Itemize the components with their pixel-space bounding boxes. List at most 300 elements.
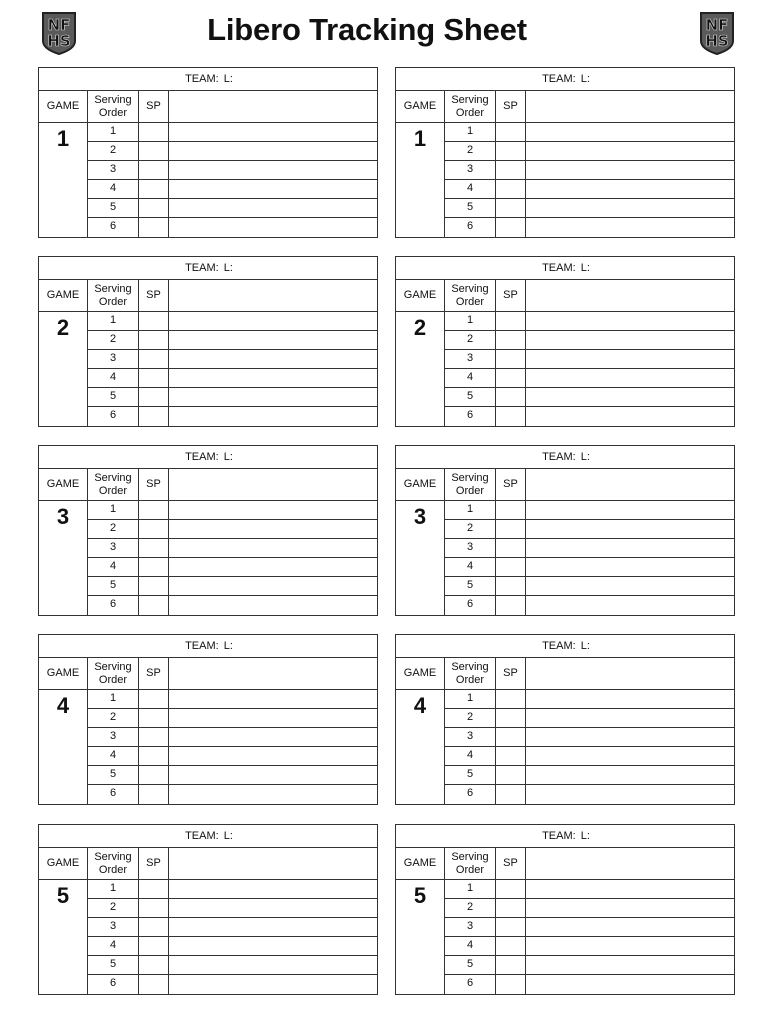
libero-label: L: [580,640,590,652]
tracking-cell[interactable] [526,161,734,179]
serving-order-number: 5 [445,577,496,595]
serving-order-number: 2 [445,899,496,917]
game-column-header: GAME [39,91,88,122]
sp-cell[interactable] [139,369,169,387]
tracking-cell[interactable] [526,880,734,898]
tracking-cell[interactable] [169,899,377,917]
serving-order-number: 2 [88,709,139,727]
tracking-cell[interactable] [526,747,734,765]
sp-cell[interactable] [496,218,526,238]
sp-cell[interactable] [496,918,526,936]
tracking-cell[interactable] [169,180,377,198]
serving-rows [445,312,734,426]
serving-row [445,880,734,899]
libero-label: L: [580,451,590,463]
tracking-column-header [169,848,377,879]
sp-cell[interactable] [496,785,526,805]
sp-cell[interactable] [496,747,526,765]
sp-cell[interactable] [496,690,526,708]
tracking-column-header [169,91,377,122]
column-header-row [39,848,377,880]
serving-order-number: 3 [88,918,139,936]
serving-order-number: 5 [445,199,496,217]
tracking-cell[interactable] [526,728,734,746]
libero-label: L: [580,73,590,85]
page-title: Libero Tracking Sheet [207,12,527,47]
tracking-cell[interactable] [169,350,377,368]
serving-row [88,596,377,616]
tracking-cell[interactable] [169,785,377,805]
serving-row [88,937,377,956]
serving-order-number: 3 [445,728,496,746]
serving-order-number: 3 [445,161,496,179]
serving-rows [88,690,377,804]
tracking-cell[interactable] [526,388,734,406]
game-number: 2 [396,312,445,426]
serving-order-number: 5 [445,388,496,406]
serving-row [445,766,734,785]
team-row[interactable] [39,257,377,280]
serving-rows [88,123,377,237]
game-4-block-left [38,634,378,805]
game-column-header: GAME [396,91,445,122]
serving-order-number: 4 [445,747,496,765]
team-label: TEAM: [185,262,219,274]
serving-order-number: 6 [88,785,139,805]
tracking-cell[interactable] [169,388,377,406]
serving-order-number: 1 [445,880,496,898]
serving-row [445,161,734,180]
tracking-cell[interactable] [526,501,734,519]
tracking-cell[interactable] [526,918,734,936]
tracking-column-header [526,848,734,879]
serving-row [88,690,377,709]
serving-order-number: 3 [445,350,496,368]
serving-row [445,918,734,937]
svg-text:HS: HS [47,32,71,50]
sp-cell[interactable] [496,180,526,198]
sp-cell[interactable] [139,975,169,995]
serving-row [445,785,734,805]
serving-order-number: 1 [88,312,139,330]
team-row[interactable] [39,68,377,91]
tracking-cell[interactable] [169,501,377,519]
sp-column-header: SP [496,658,526,689]
serving-row [445,539,734,558]
sp-cell[interactable] [139,520,169,538]
serving-row [88,123,377,142]
serving-order-number: 2 [445,709,496,727]
sp-cell[interactable] [139,350,169,368]
serving-row [445,123,734,142]
game-number: 4 [39,690,88,804]
tracking-cell[interactable] [526,199,734,217]
serving-order-number: 2 [88,520,139,538]
sp-cell[interactable] [139,558,169,576]
tracking-cell[interactable] [526,142,734,160]
serving-row [445,728,734,747]
tracking-cell[interactable] [526,690,734,708]
team-row[interactable] [396,257,734,280]
sp-cell[interactable] [139,785,169,805]
serving-row [445,975,734,995]
serving-row [445,180,734,199]
tracking-cell[interactable] [169,369,377,387]
serving-row [88,180,377,199]
serving-row [88,388,377,407]
serving-order-number: 4 [88,747,139,765]
team-label: TEAM: [185,830,219,842]
serving-row [88,577,377,596]
sp-cell[interactable] [139,539,169,557]
serving-rows [445,880,734,994]
sp-cell[interactable] [496,937,526,955]
tracking-column-header [526,469,734,500]
serving-order-number: 5 [88,388,139,406]
sp-cell[interactable] [496,142,526,160]
serving-order-number: 2 [88,331,139,349]
tracking-cell[interactable] [526,956,734,974]
column-header-row [396,91,734,123]
team-label: TEAM: [185,640,219,652]
serving-order-number: 5 [445,766,496,784]
sp-column-header: SP [496,469,526,500]
svg-text:NF: NF [47,16,71,34]
game-number: 2 [39,312,88,426]
sp-cell[interactable] [139,766,169,784]
serving-order-number: 5 [445,956,496,974]
tracking-cell[interactable] [169,199,377,217]
game-column-header: GAME [396,469,445,500]
game-column-header: GAME [396,280,445,311]
tracking-cell[interactable] [169,728,377,746]
tracking-cell[interactable] [526,520,734,538]
sp-cell[interactable] [139,199,169,217]
game-column-header: GAME [39,469,88,500]
sp-column-header: SP [139,469,169,500]
serving-order-column-header: Serving Order [445,469,496,500]
serving-order-number: 6 [445,596,496,616]
serving-order-column-header: Serving Order [88,280,139,311]
serving-row [88,218,377,238]
serving-row [88,312,377,331]
game-4-block-right [395,634,735,805]
serving-row [88,766,377,785]
tracking-cell[interactable] [169,331,377,349]
serving-order-column-header: Serving Order [445,280,496,311]
tracking-cell[interactable] [169,142,377,160]
column-header-row [39,469,377,501]
serving-row [88,539,377,558]
serving-order-number: 3 [88,161,139,179]
tracking-cell[interactable] [526,596,734,616]
team-label: TEAM: [542,640,576,652]
serving-row [88,520,377,539]
serving-row [88,142,377,161]
serving-order-number: 3 [445,918,496,936]
team-label: TEAM: [542,451,576,463]
serving-rows [88,312,377,426]
libero-label: L: [223,640,233,652]
team-row[interactable] [396,635,734,658]
tracking-cell[interactable] [526,709,734,727]
game-2-block-right [395,256,735,427]
sp-cell[interactable] [139,596,169,616]
serving-order-number: 2 [88,899,139,917]
game-number: 1 [396,123,445,237]
sp-cell[interactable] [139,161,169,179]
tracking-column-header [169,280,377,311]
sp-cell[interactable] [496,369,526,387]
tracking-cell[interactable] [526,331,734,349]
game-number: 3 [396,501,445,615]
serving-order-number: 6 [88,218,139,238]
serving-row [445,407,734,427]
serving-order-number: 6 [445,975,496,995]
sp-cell[interactable] [139,142,169,160]
serving-order-number: 5 [88,766,139,784]
tracking-cell[interactable] [169,558,377,576]
serving-order-number: 2 [445,520,496,538]
serving-row [445,350,734,369]
game-column-header: GAME [39,658,88,689]
team-label: TEAM: [185,73,219,85]
serving-order-number: 5 [88,956,139,974]
sp-cell[interactable] [496,956,526,974]
tracking-cell[interactable] [169,956,377,974]
tracking-cell[interactable] [526,975,734,995]
serving-order-number: 1 [445,312,496,330]
game-column-header: GAME [396,658,445,689]
serving-rows [445,690,734,804]
serving-rows [88,880,377,994]
tracking-cell[interactable] [526,558,734,576]
serving-order-number: 1 [88,501,139,519]
team-label: TEAM: [542,262,576,274]
sp-cell[interactable] [496,388,526,406]
sp-cell[interactable] [496,520,526,538]
team-row[interactable] [39,825,377,848]
serving-row [88,558,377,577]
serving-order-column-header: Serving Order [88,91,139,122]
tracking-column-header [526,280,734,311]
tracking-cell[interactable] [526,218,734,238]
sp-cell[interactable] [496,539,526,557]
team-row[interactable] [39,446,377,469]
serving-order-number: 3 [88,539,139,557]
team-row[interactable] [396,68,734,91]
sp-cell[interactable] [496,577,526,595]
serving-order-number: 4 [445,558,496,576]
serving-row [88,975,377,995]
tracking-cell[interactable] [169,539,377,557]
serving-row [88,728,377,747]
sp-cell[interactable] [496,899,526,917]
serving-row [445,709,734,728]
tracking-cell[interactable] [169,975,377,995]
sp-cell[interactable] [139,218,169,238]
sp-cell[interactable] [496,407,526,427]
sp-cell[interactable] [496,350,526,368]
serving-row [445,369,734,388]
serving-rows [88,501,377,615]
sp-cell[interactable] [139,312,169,330]
serving-order-column-header: Serving Order [88,848,139,879]
sp-cell[interactable] [139,956,169,974]
tracking-cell[interactable] [169,161,377,179]
libero-label: L: [223,451,233,463]
serving-rows [445,123,734,237]
serving-order-number: 1 [445,690,496,708]
serving-rows [445,501,734,615]
sp-cell[interactable] [496,331,526,349]
team-row[interactable] [396,825,734,848]
tracking-cell[interactable] [169,218,377,238]
serving-row [445,690,734,709]
sp-cell[interactable] [139,407,169,427]
serving-order-number: 6 [445,218,496,238]
serving-row [445,520,734,539]
serving-row [445,558,734,577]
sp-column-header: SP [496,848,526,879]
serving-order-number: 3 [88,350,139,368]
game-number: 5 [39,880,88,994]
sp-cell[interactable] [496,501,526,519]
game-number: 5 [396,880,445,994]
sp-cell[interactable] [496,312,526,330]
svg-text:NF: NF [705,16,729,34]
tracking-cell[interactable] [526,766,734,784]
tracking-cell[interactable] [526,785,734,805]
tracking-cell[interactable] [526,312,734,330]
sp-cell[interactable] [496,975,526,995]
game-5-block-left [38,824,378,995]
tracking-cell[interactable] [169,520,377,538]
serving-order-number: 2 [445,331,496,349]
team-row[interactable] [396,446,734,469]
serving-order-number: 4 [88,180,139,198]
sp-cell[interactable] [496,558,526,576]
sp-cell[interactable] [496,123,526,141]
sp-cell[interactable] [139,180,169,198]
sp-cell[interactable] [496,199,526,217]
sp-cell[interactable] [139,747,169,765]
tracking-cell[interactable] [526,937,734,955]
tracking-cell[interactable] [526,577,734,595]
sp-cell[interactable] [139,728,169,746]
sp-cell[interactable] [139,331,169,349]
serving-row [88,956,377,975]
tracking-cell[interactable] [169,596,377,616]
sp-cell[interactable] [139,937,169,955]
sp-cell[interactable] [496,709,526,727]
serving-order-number: 1 [445,123,496,141]
game-column-header: GAME [39,848,88,879]
tracking-cell[interactable] [169,123,377,141]
sp-cell[interactable] [139,880,169,898]
libero-label: L: [580,262,590,274]
sp-cell[interactable] [139,899,169,917]
sp-cell[interactable] [496,596,526,616]
game-3-block-right [395,445,735,616]
team-label: TEAM: [542,830,576,842]
sp-column-header: SP [496,280,526,311]
tracking-cell[interactable] [169,312,377,330]
sp-cell[interactable] [496,766,526,784]
tracking-cell[interactable] [169,577,377,595]
sp-cell[interactable] [139,388,169,406]
serving-order-number: 6 [88,596,139,616]
tracking-cell[interactable] [169,937,377,955]
serving-row [445,218,734,238]
sp-cell[interactable] [139,501,169,519]
serving-row [445,331,734,350]
game-number: 4 [396,690,445,804]
tracking-cell[interactable] [526,123,734,141]
team-row[interactable] [39,635,377,658]
serving-order-number: 1 [88,690,139,708]
game-1-block-right [395,67,735,238]
sp-column-header: SP [139,91,169,122]
game-1-block-left [38,67,378,238]
tracking-cell[interactable] [169,918,377,936]
column-header-row [396,848,734,880]
sp-cell[interactable] [139,123,169,141]
serving-row [445,937,734,956]
sp-column-header: SP [139,658,169,689]
serving-order-number: 4 [445,937,496,955]
sp-cell[interactable] [496,880,526,898]
serving-row [88,747,377,766]
tracking-cell[interactable] [526,369,734,387]
tracking-cell[interactable] [526,350,734,368]
tracking-cell[interactable] [526,899,734,917]
serving-order-column-header: Serving Order [88,658,139,689]
sp-cell[interactable] [139,709,169,727]
column-header-row [396,469,734,501]
serving-row [88,899,377,918]
sp-cell[interactable] [496,161,526,179]
tracking-cell[interactable] [526,539,734,557]
team-label: TEAM: [185,451,219,463]
tracking-cell[interactable] [169,709,377,727]
tracking-cell[interactable] [169,407,377,427]
tracking-cell[interactable] [526,407,734,427]
serving-row [88,350,377,369]
serving-order-number: 4 [88,369,139,387]
sp-cell[interactable] [139,577,169,595]
serving-order-number: 4 [445,369,496,387]
serving-order-number: 2 [88,142,139,160]
serving-row [88,880,377,899]
tracking-cell[interactable] [169,690,377,708]
sp-column-header: SP [139,280,169,311]
tracking-cell[interactable] [169,747,377,765]
tracking-cell[interactable] [526,180,734,198]
sp-cell[interactable] [139,918,169,936]
serving-order-column-header: Serving Order [445,658,496,689]
serving-row [445,956,734,975]
sp-cell[interactable] [139,690,169,708]
serving-order-column-header: Serving Order [445,91,496,122]
sp-cell[interactable] [496,728,526,746]
game-number: 1 [39,123,88,237]
serving-order-number: 3 [445,539,496,557]
column-header-row [39,91,377,123]
column-header-row [396,280,734,312]
tracking-cell[interactable] [169,880,377,898]
tracking-cell[interactable] [169,766,377,784]
